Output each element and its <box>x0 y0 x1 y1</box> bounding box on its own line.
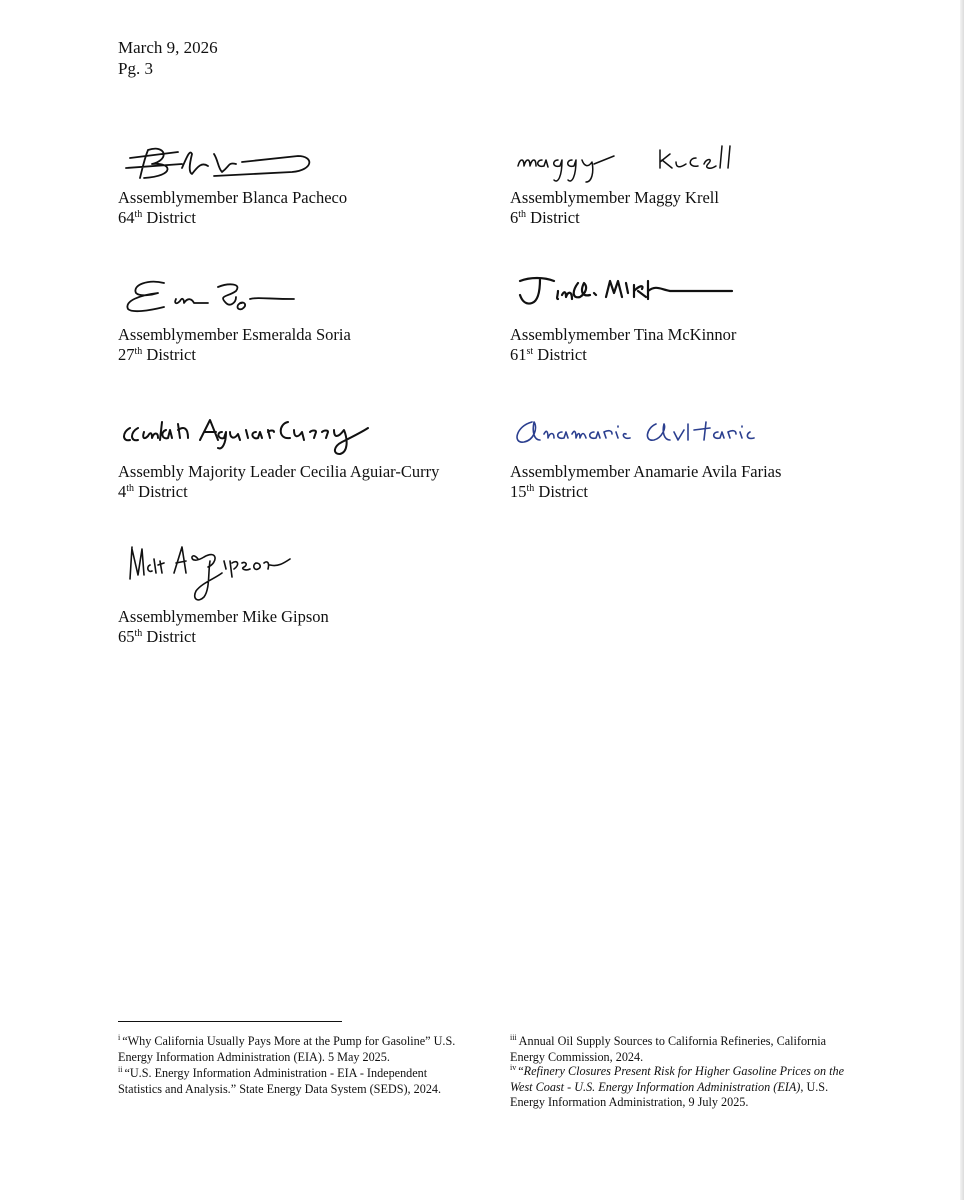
signer-tina-mckinnor <box>510 273 910 364</box>
footnote-text: “Why California Usually Pays More at the Pump for Gasoline” U.S. Energy Information Administration (EIA). 5 May 2025. <box>118 1034 456 1064</box>
signer-name: Assemblymember Mike Gipson <box>118 607 329 626</box>
signer-name: Assemblymember Tina McKinnor <box>510 325 737 344</box>
signature-mike-gipson <box>118 539 378 607</box>
footnote-iv <box>510 1064 845 1111</box>
signature-cecilia-aguiar-curry <box>118 410 378 462</box>
footnote-open-quote: “ <box>518 1064 524 1078</box>
page-number: Pg. 3 <box>118 59 153 78</box>
signer-district: 61st District <box>510 344 587 364</box>
signature-esmeralda-soria <box>118 273 378 325</box>
footnote-ii <box>118 1066 458 1097</box>
signer-district: 65th District <box>118 626 196 646</box>
signer-name: Assemblymember Maggy Krell <box>510 188 719 207</box>
signer-name: Assembly Majority Leader Cecilia Aguiar-Curry <box>118 462 440 481</box>
signer-anamarie-avila-farias <box>510 410 910 501</box>
signer-cecilia-aguiar-curry <box>118 410 518 501</box>
signer-district: 6th District <box>510 207 580 227</box>
signer-blanca-pacheco <box>118 136 518 227</box>
signer-maggy-krell <box>510 136 910 227</box>
signer-district: 64th District <box>118 207 196 227</box>
footnote-mark: ii <box>118 1065 123 1074</box>
signature-tina-mckinnor <box>510 273 770 325</box>
signer-esmeralda-soria <box>118 273 518 364</box>
footnote-mark: iv <box>510 1063 517 1072</box>
footnote-italic-title: Refinery Closures Present Risk for Higher Gasoline Prices on the West Coast - U.S. Energy Information Administration (EIA) <box>510 1064 844 1094</box>
signer-name: Assemblymember Blanca Pacheco <box>118 188 348 207</box>
footnote-iii <box>510 1034 845 1065</box>
signature-blanca-pacheco <box>118 136 378 188</box>
signer-name: Assemblymember Anamarie Avila Farias <box>510 462 782 481</box>
signer-district: 15th District <box>510 481 588 501</box>
footnote-divider <box>118 1021 342 1022</box>
footnote-text: “U.S. Energy Information Administration - EIA - Independent Statistics and Analysis.” State Energy Data System (SEDS), 2024. <box>118 1066 442 1096</box>
footnote-text: Annual Oil Supply Sources to California Refineries, California Energy Commission, 2024. <box>510 1034 827 1064</box>
footnote-i <box>118 1034 458 1065</box>
signature-maggy-krell <box>510 136 770 188</box>
signer-name: Assemblymember Esmeralda Soria <box>118 325 351 344</box>
footnote-text: , U.S. Energy Information Administration, 9 July 2025. <box>510 1079 829 1109</box>
signer-district: 27th District <box>118 344 196 364</box>
footnote-mark: iii <box>510 1033 517 1042</box>
footnote-mark: i <box>118 1033 121 1042</box>
signer-district: 4th District <box>118 481 188 501</box>
signature-anamarie-avila-farias <box>510 410 770 462</box>
letter-header <box>118 37 218 79</box>
page-edge-shadow <box>960 0 964 1200</box>
signer-mike-gipson <box>118 547 518 646</box>
letter-date: March 9, 2026 <box>118 38 218 57</box>
